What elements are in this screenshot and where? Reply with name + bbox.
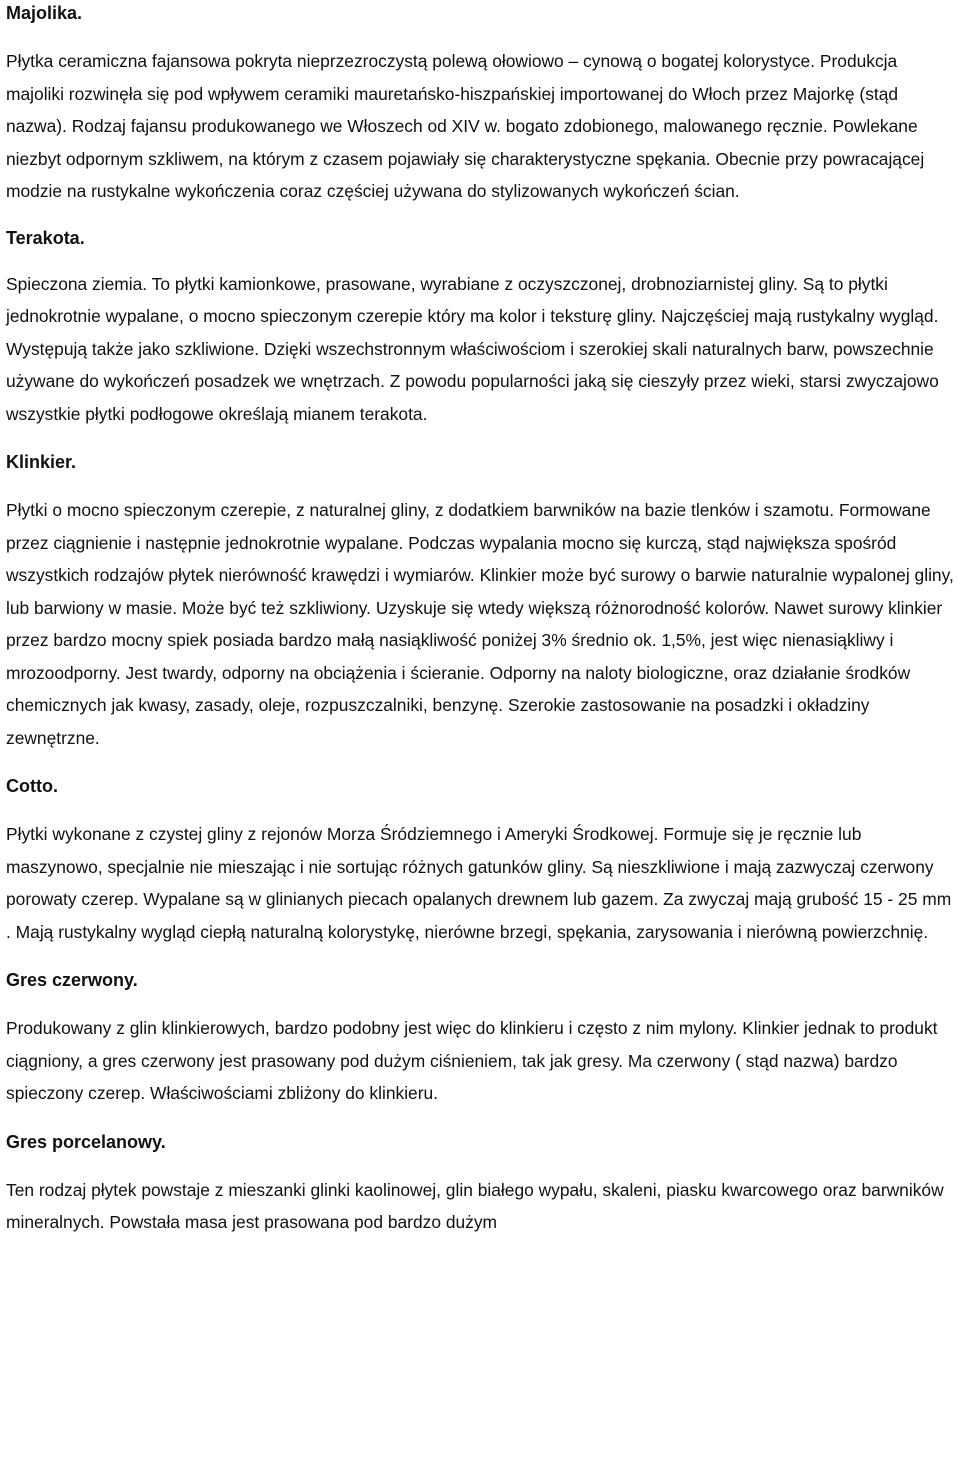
section-paragraph-terakota: Spieczona ziemia. To płytki kamionkowe, prasowane, wyrabiane z oczyszczonej, drobnoziarnistej gliny. Są to płytki jednokrotnie wypalane, o mocno spieczonym czerepie który ma kolor i teksturę gliny. Najczęściej mają rustykalny wygląd. Występują także jako szkliwione. Dzięki wszechstronnym właściwościom i szerokiej skali naturalnych barw, powszechnie używane do wykończeń posadzek we wnętrzach. Z powodu popularności jaką się cieszyły przez wieki, starsi zwyczajowo wszystkie płytki podłogowe określają mianem terakota. xyxy=(6,273,939,424)
section-paragraph-cotto: Płytki wykonane z czystej gliny z rejonów Morza Śródziemnego i Ameryki Środkowej. Formuje się je ręcznie lub maszynowo, specjalnie nie mieszając i nie sortując różnych gatunków gliny. Są nieszkliwione i mają zazwyczaj czerwony porowaty czerep. Wypalane są w glinianych piecach opalanych drewnem lub gazem. Za zwyczaj mają grubość 15 - 25 mm . Mają rustykalny wygląd ciepłą naturalną kolorystykę, nierówne brzegi, spękania, zarysowania i nierówną powierzchnię. xyxy=(6,824,952,942)
section-heading-majolika: Majolika. xyxy=(6,3,83,23)
section-heading-gres-czerwony: Gres czerwony. xyxy=(6,970,138,990)
section-heading-klinkier: Klinkier. xyxy=(6,452,77,472)
section-paragraph-gres-czerwony: Produkowany z glin klinkierowych, bardzo podobny jest więc do klinkieru i często z nim mylony. Klinkier jednak to produkt ciągniony, a gres czerwony jest prasowany pod dużym ciśnieniem, tak jak gresy. Ma czerwony ( stąd nazwa) bardzo spieczony czerep. Właściwościami zbliżony do klinkieru. xyxy=(6,1018,938,1103)
section-heading-gres-porcelanowy: Gres porcelanowy. xyxy=(6,1131,166,1152)
section-heading-terakota: Terakota. xyxy=(6,227,85,248)
section-paragraph-klinkier: Płytki o mocno spieczonym czerepie, z naturalnej gliny, z dodatkiem barwników na bazie tlenków i szamotu. Formowane przez ciągnienie i następnie jednokrotnie wypalane. Podczas wypalania mocno się kurczą, stąd największa spośród wszystkich rodzajów płytek nierówność krawędzi i wymiarów. Klinkier może być surowy o barwie naturalnie wypalonej gliny, lub barwiony w masie. Może być też szkliwiony. Uzyskuje się wtedy większą różnorodność kolorów. Nawet surowy klinkier przez bardzo mocny spiek posiada bardzo małą nasiąkliwość poniżej 3% średnio ok. 1,5%, jest więc nienasiąkliwy i mrozoodporny. Jest twardy, odporny na obciążenia i ścieranie. Odporny na naloty biologiczne, oraz działanie środków chemicznych jak kwasy, zasady, oleje, rozpuszczalniki, benzynę. Szerokie zastosowanie na posadzki i okładziny zewnętrzne. xyxy=(6,500,954,748)
section-heading-cotto: Cotto. xyxy=(6,776,58,796)
section-paragraph-gres-porcelanowy: Ten rodzaj płytek powstaje z mieszanki glinki kaolinowej, glin białego wypału, skaleni, piasku kwarcowego oraz barwników mineralnych. Powstała masa jest prasowana pod bardzo dużym xyxy=(6,1179,944,1232)
section-paragraph-majolika: Płytka ceramiczna fajansowa pokryta nieprzezroczystą polewą ołowiowo – cynową o bogatej kolorystyce. Produkcja majoliki rozwinęła się pod wpływem ceramiki mauretańsko-hiszpańskiej importowanej do Włoch przez Majorkę (stąd nazwa). Rodzaj fajansu produkowanego we Włoszech od XIV w. bogato zdobionego, malowanego ręcznie. Powlekane niezbyt odpornym szkliwem, na którym z czasem pojawiały się charakterystyczne spękania. Obecnie przy powracającej modzie na rustykalne wykończenia coraz częściej używana do stylizowanych wykończeń ścian. xyxy=(6,51,925,201)
